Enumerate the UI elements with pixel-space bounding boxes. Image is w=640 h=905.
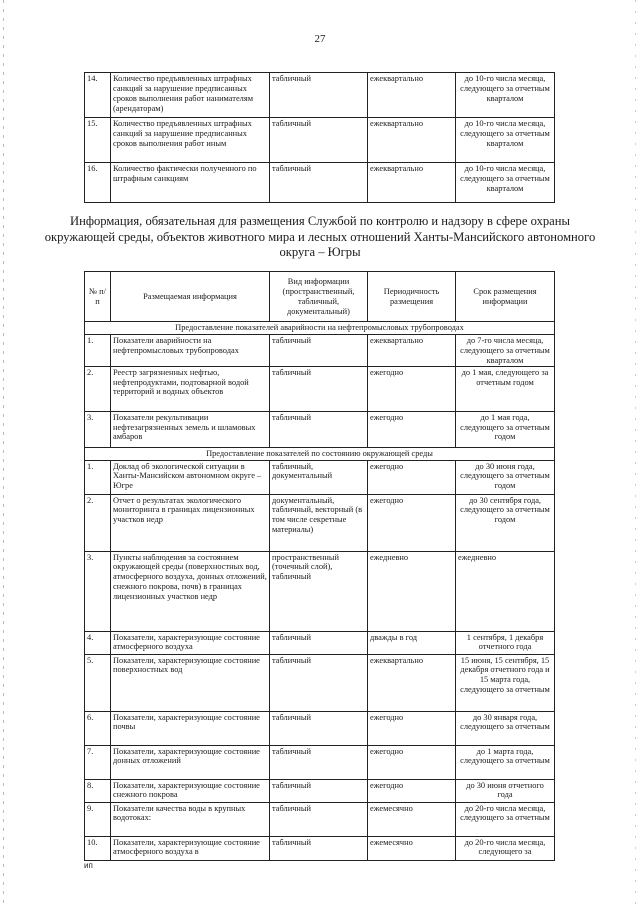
- header-deadline: Срок размещения информации: [456, 272, 555, 322]
- row-type: табличный: [270, 73, 368, 118]
- table-row: [85, 163, 555, 203]
- row-period: ежемесячно: [368, 802, 456, 836]
- info-table: [84, 271, 555, 861]
- row-deadline: до 20-го числа месяца, следующего за отчетным: [456, 802, 555, 836]
- row-number: 8.: [85, 779, 111, 802]
- row-period: ежегодно: [368, 779, 456, 802]
- continued-table: [84, 72, 555, 203]
- header-info: Размещаемая информация: [111, 272, 270, 322]
- row-period: ежеквартально: [368, 118, 456, 163]
- table-row: [85, 460, 555, 494]
- row-info: Показатели, характеризующие состояние атмосферного воздуха в: [111, 836, 270, 860]
- table-row: [85, 334, 555, 366]
- row-type: табличный: [270, 745, 368, 779]
- row-type: табличный: [270, 163, 368, 203]
- section-row: [85, 322, 555, 335]
- row-deadline: ежедневно: [456, 551, 555, 631]
- row-info: Отчет о результатах экологического мониторинга в границах лицензионных участков недр: [111, 494, 270, 551]
- table-row: [85, 654, 555, 711]
- row-deadline: до 30 июня отчетного года: [456, 779, 555, 802]
- row-period: ежемесячно: [368, 836, 456, 860]
- row-deadline: 1 сентября, 1 декабря отчетного года: [456, 631, 555, 654]
- row-deadline: до 10-го числа месяца, следующего за отчетным кварталом: [456, 118, 555, 163]
- row-type: табличный: [270, 836, 368, 860]
- footer-mark: ип: [84, 861, 93, 870]
- row-info: Показатели, характеризующие состояние почвы: [111, 711, 270, 745]
- table-row: [85, 551, 555, 631]
- row-type: пространственный (точечный слой), табличный: [270, 551, 368, 631]
- section-title: Предоставление показателей по состоянию окружающей среды: [85, 447, 555, 460]
- table-row: [85, 779, 555, 802]
- row-info: Количество фактически полученного по штрафным санкциям: [111, 163, 270, 203]
- row-period: дважды в год: [368, 631, 456, 654]
- row-info: Пункты наблюдения за состоянием окружающей среды (поверхностных вод, атмосферного воздуха, донных отложений, снежного покрова, почв) в границах лицензионных участков недр: [111, 551, 270, 631]
- row-deadline: до 10-го числа месяца, следующего за отчетным кварталом: [456, 73, 555, 118]
- row-deadline: до 7-го числа месяца, следующего за отчетным кварталом: [456, 334, 555, 366]
- section-row: [85, 447, 555, 460]
- row-type: табличный: [270, 411, 368, 447]
- row-deadline: до 1 марта года, следующего за отчетным: [456, 745, 555, 779]
- row-number: 5.: [85, 654, 111, 711]
- table-row: [85, 745, 555, 779]
- row-info: Показатели, характеризующие состояние атмосферного воздуха: [111, 631, 270, 654]
- table-row: [85, 366, 555, 411]
- row-info: Показатели качества воды в крупных водотоках:: [111, 802, 270, 836]
- row-number: 16.: [85, 163, 111, 203]
- row-info: Количество предъявленных штрафных санкций за нарушение предписанных сроков выполнения работ иным: [111, 118, 270, 163]
- row-info: Показатели, характеризующие состояние снежного покрова: [111, 779, 270, 802]
- row-period: ежегодно: [368, 711, 456, 745]
- row-period: ежедневно: [368, 551, 456, 631]
- row-type: табличный: [270, 334, 368, 366]
- row-deadline: до 1 мая года, следующего за отчетным годом: [456, 411, 555, 447]
- row-info: Реестр загрязненных нефтью, нефтепродуктами, подтоварной водой территорий и водных объектов: [111, 366, 270, 411]
- row-number: 4.: [85, 631, 111, 654]
- row-type: табличный: [270, 366, 368, 411]
- row-number: 14.: [85, 73, 111, 118]
- table-row: [85, 411, 555, 447]
- header-period: Периодичность размещения: [368, 272, 456, 322]
- row-type: табличный: [270, 654, 368, 711]
- row-period: ежеквартально: [368, 73, 456, 118]
- row-type: табличный: [270, 779, 368, 802]
- row-number: 3.: [85, 551, 111, 631]
- row-type: документальный, табличный, векторный (в том числе секретные материалы): [270, 494, 368, 551]
- row-info: Показатели, характеризующие состояние поверхностных вод: [111, 654, 270, 711]
- page-number: 27: [314, 33, 326, 45]
- table-row: [85, 836, 555, 860]
- table-row: [85, 118, 555, 163]
- row-number: 10.: [85, 836, 111, 860]
- row-number: 9.: [85, 802, 111, 836]
- row-period: ежеквартально: [368, 654, 456, 711]
- row-period: ежегодно: [368, 745, 456, 779]
- row-period: ежегодно: [368, 366, 456, 411]
- row-type: табличный, документальный: [270, 460, 368, 494]
- table-row: [85, 631, 555, 654]
- table-row: [85, 73, 555, 118]
- table-header-row: [85, 272, 555, 322]
- header-num: № п/п: [85, 272, 111, 322]
- row-info: Показатели, характеризующие состояние донных отложений: [111, 745, 270, 779]
- row-number: 2.: [85, 366, 111, 411]
- row-type: табличный: [270, 631, 368, 654]
- row-deadline: до 30 сентября года, следующего за отчетным годом: [456, 494, 555, 551]
- row-period: ежегодно: [368, 494, 456, 551]
- row-number: 1.: [85, 460, 111, 494]
- row-deadline: до 30 января года, следующего за отчетным: [456, 711, 555, 745]
- row-period: ежеквартально: [368, 163, 456, 203]
- row-info: Доклад об экологической ситуации в Ханты-Мансийском автономном округе – Югре: [111, 460, 270, 494]
- row-info: Показатели аварийности на нефтепромысловых трубопроводах: [111, 334, 270, 366]
- row-type: табличный: [270, 711, 368, 745]
- row-deadline: до 20-го числа месяца, следующего за: [456, 836, 555, 860]
- row-deadline: до 30 июня года, следующего за отчетным годом: [456, 460, 555, 494]
- row-number: 3.: [85, 411, 111, 447]
- scan-edge-left: [3, 0, 4, 905]
- row-deadline: до 10-го числа месяца, следующего за отчетным кварталом: [456, 163, 555, 203]
- row-number: 7.: [85, 745, 111, 779]
- row-type: табличный: [270, 802, 368, 836]
- row-period: ежеквартально: [368, 334, 456, 366]
- section-title: Предоставление показателей аварийности на нефтепромысловых трубопроводах: [85, 322, 555, 335]
- header-type: Вид информации (пространственный, табличный, документальный): [270, 272, 368, 322]
- row-number: 2.: [85, 494, 111, 551]
- row-period: ежегодно: [368, 460, 456, 494]
- table-row: [85, 494, 555, 551]
- scan-edge-right: [635, 0, 636, 905]
- row-number: 6.: [85, 711, 111, 745]
- row-period: ежегодно: [368, 411, 456, 447]
- row-type: табличный: [270, 118, 368, 163]
- row-deadline: 15 июня, 15 сентября, 15 декабря отчетного года и 15 марта года, следующего за отчетным: [456, 654, 555, 711]
- table-row: [85, 802, 555, 836]
- section-heading: Информация, обязательная для размещения Службой по контролю и надзору в сфере охраны окружающей среды, объектов животного мира и лесных отношений Ханты-Мансийского автономного округа – Югры: [44, 214, 596, 260]
- row-number: 1.: [85, 334, 111, 366]
- row-number: 15.: [85, 118, 111, 163]
- table-row: [85, 711, 555, 745]
- row-info: Показатели рекультивации нефтезагрязненных земель и шламовых амбаров: [111, 411, 270, 447]
- row-info: Количество предъявленных штрафных санкций за нарушение предписанных сроков выполнения работ нанимателям (арендаторам): [111, 73, 270, 118]
- row-deadline: до 1 мая, следующего за отчетным годом: [456, 366, 555, 411]
